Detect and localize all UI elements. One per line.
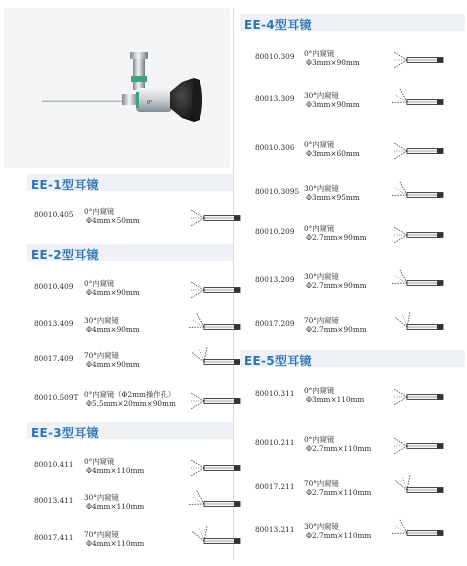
product-code: 80010.209 [255, 227, 295, 236]
product-name: 0°内窥镜 [304, 386, 335, 395]
scope-view-icon [186, 310, 242, 344]
scope-view-icon [186, 451, 242, 485]
section-header [240, 14, 465, 31]
scope-view-icon [389, 218, 445, 252]
product-name: 0°内窥镜 [84, 279, 115, 288]
product-spec: Φ3mm×90mm [306, 100, 360, 109]
product-code: 80017.409 [34, 354, 74, 363]
scope-view-icon [186, 273, 242, 307]
product-row [247, 479, 465, 505]
product-spec: Φ2.7mm×110mm [306, 444, 372, 453]
scope-view-icon [389, 85, 445, 119]
product-code: 80010.411 [34, 460, 74, 469]
product-row [247, 522, 465, 548]
scope-view-icon [389, 516, 445, 550]
product-spec: Φ2.7mm×90mm [306, 281, 367, 290]
dial-label: 0° [147, 100, 153, 106]
section-title: EE-3型耳镜 [31, 426, 99, 440]
section-title: EE-4型耳镜 [244, 18, 312, 32]
product-name: 30°内窥镜 [304, 522, 339, 531]
product-name: 0°内窥镜 [84, 207, 115, 216]
product-code: 80017.209 [255, 319, 295, 328]
product-code: 80017.411 [34, 533, 74, 542]
product-row [247, 91, 465, 117]
product-code: 80013.211 [255, 525, 295, 534]
product-name: 70°内窥镜 [84, 530, 119, 539]
product-name: 30°内窥镜 [84, 493, 119, 502]
product-row [34, 279, 233, 305]
product-name: 30°内窥镜 [304, 184, 339, 193]
product-row [34, 493, 233, 519]
product-row [247, 316, 465, 342]
product-spec: Φ2.7mm×110mm [306, 531, 372, 540]
product-row [34, 316, 233, 342]
product-name: 30°内窥镜 [304, 272, 339, 281]
scope-view-icon [186, 487, 242, 521]
product-spec: Φ5.5mm×20mm×90mm [86, 399, 176, 408]
product-spec: Φ4mm×50mm [86, 216, 140, 225]
product-code: 80013.309 [255, 94, 295, 103]
product-spec: Φ2.7mm×90mm [306, 233, 367, 242]
section-title: EE-5型耳镜 [244, 354, 312, 368]
product-spec: Φ4mm×110mm [86, 539, 145, 548]
product-row [247, 272, 465, 298]
section-title: EE-1型耳镜 [31, 178, 99, 192]
product-spec: Φ4mm×90mm [86, 360, 140, 369]
product-code: 80010.309 [255, 52, 295, 61]
product-code: 80010.509T [34, 393, 79, 402]
product-row [247, 224, 465, 250]
product-row [247, 435, 465, 461]
endoscope-photo [4, 8, 230, 168]
product-row [247, 49, 465, 75]
product-name: 70°内窥镜 [304, 479, 339, 488]
product-row [34, 351, 233, 377]
product-code: 80013.411 [34, 496, 74, 505]
product-code: 80013.409 [34, 319, 74, 328]
product-row [34, 530, 233, 556]
product-row [247, 184, 465, 210]
section-header [240, 350, 465, 367]
scope-view-icon [389, 43, 445, 77]
product-name: 30°内窥镜 [304, 91, 339, 100]
section-title: EE-2型耳镜 [31, 248, 99, 262]
section-header [27, 422, 233, 439]
scope-view-icon [389, 178, 445, 212]
scope-view-icon [389, 266, 445, 300]
product-row [247, 386, 465, 412]
product-code: 80010.405 [34, 210, 74, 219]
scope-view-icon [186, 384, 242, 418]
scope-view-icon [186, 524, 242, 558]
product-spec: Φ2.7mm×110mm [306, 488, 372, 497]
section-header [27, 174, 233, 191]
product-row [34, 457, 233, 483]
product-spec: Φ3mm×60mm [306, 149, 360, 158]
section-header [27, 244, 233, 261]
scope-view-icon [389, 429, 445, 463]
product-row [34, 207, 233, 233]
scope-view-icon [389, 134, 445, 168]
scope-view-icon [186, 201, 242, 235]
product-code: 80010.311 [255, 389, 295, 398]
product-code: 80010.306 [255, 143, 295, 152]
product-code: 80013.209 [255, 275, 295, 284]
product-name: 30°内窥镜 [84, 316, 119, 325]
product-spec: Φ4mm×90mm [86, 325, 140, 334]
scope-view-icon [389, 473, 445, 507]
product-name: 70°内窥镜 [304, 316, 339, 325]
product-row [247, 140, 465, 166]
product-spec: Φ4mm×110mm [86, 466, 145, 475]
scope-view-icon [389, 380, 445, 414]
product-name: 0°内窥镜 [304, 140, 335, 149]
scope-view-icon [389, 310, 445, 344]
product-spec: Φ4mm×90mm [86, 288, 140, 297]
product-code: 80017.211 [255, 482, 295, 491]
product-code: 80010.409 [34, 282, 74, 291]
product-code: 80010.211 [255, 438, 295, 447]
scope-view-icon [186, 345, 242, 379]
product-name: 0°内窥镜（Φ2mm操作孔） [84, 390, 176, 399]
product-spec: Φ3mm×95mm [306, 193, 360, 202]
product-name: 0°内窥镜 [304, 224, 335, 233]
product-row [34, 390, 233, 416]
product-spec: Φ3mm×90mm [306, 58, 360, 67]
product-spec: Φ2.7mm×90mm [306, 325, 367, 334]
product-name: 0°内窥镜 [304, 49, 335, 58]
product-name: 0°内窥镜 [304, 435, 335, 444]
product-name: 70°内窥镜 [84, 351, 119, 360]
endoscope-illustration [4, 8, 230, 168]
product-spec: Φ3mm×110mm [306, 395, 365, 404]
product-code: 80010.3095 [255, 187, 300, 196]
product-name: 0°内窥镜 [84, 457, 115, 466]
product-spec: Φ4mm×110mm [86, 502, 145, 511]
